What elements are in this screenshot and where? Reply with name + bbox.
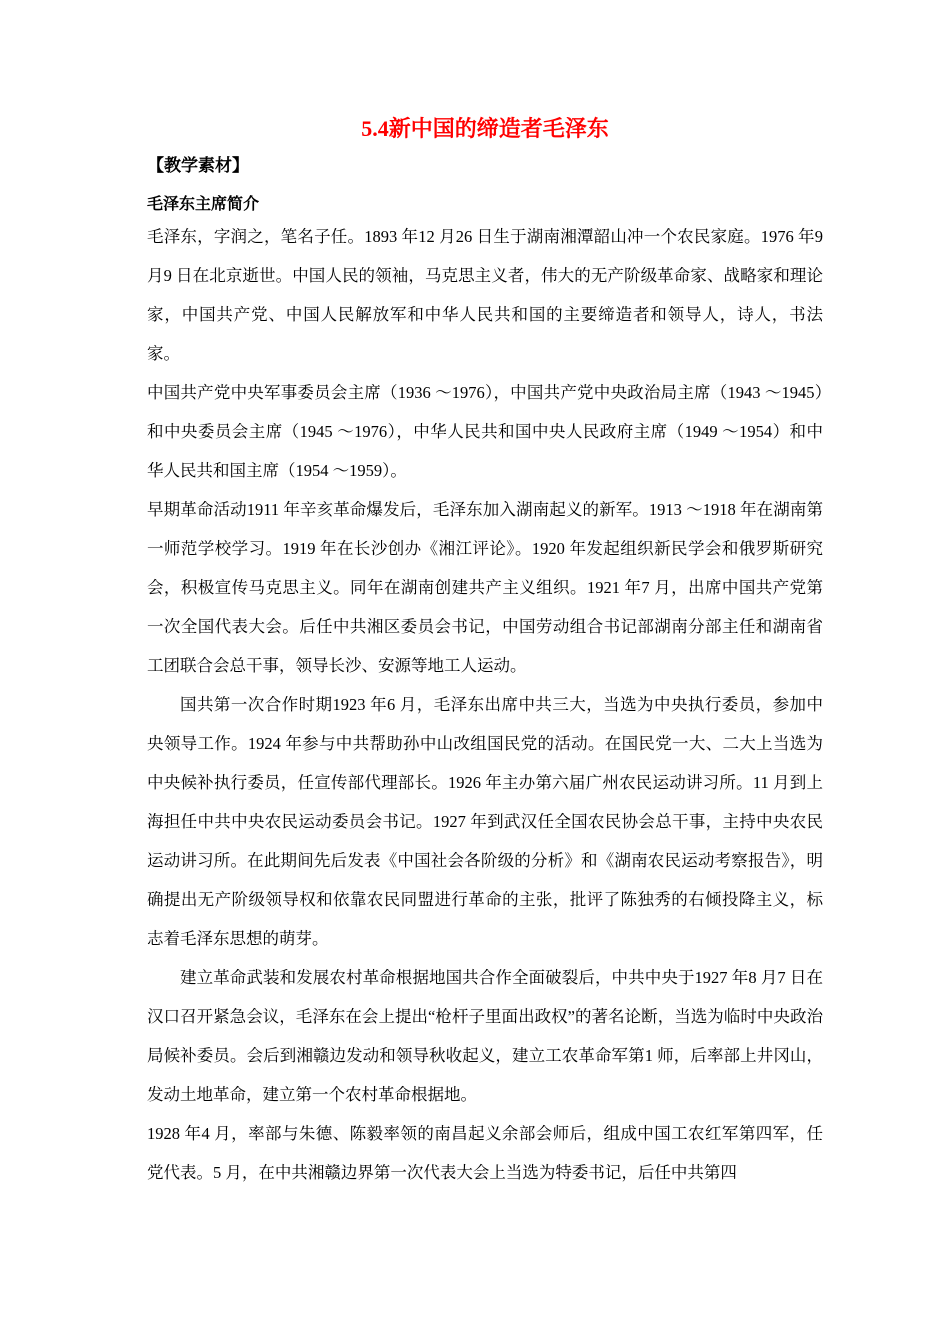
paragraph-early-revolution: 早期革命活动1911 年辛亥革命爆发后，毛泽东加入湖南起义的新军。1913 ～1918 年在湖南第一师范学校学习。1919 年在长沙创办《湘江评论》。1920 年发起组织新民学会和俄罗斯研究会，积极宣传马克思主义。同年在湖南创建共产主义组织。1921 年7 月，出席中国共产党第一次全国代表大会。后任中共湘区委员会书记，中国劳动组合书记部湖南分部主任和湖南省工团联合会总干事，领导长沙、安源等地工人运动。 — [147, 499, 823, 675]
section-heading: 【教学素材】 — [147, 156, 249, 176]
paragraph-1928-red-army: 1928 年4 月，率部与朱德、陈毅率领的南昌起义余部会师后，组成中国工农红军第四军，任党代表。5 月，在中共湘赣边界第一次代表大会上当选为特委书记，后任中共第四 — [147, 1123, 823, 1182]
subsection-heading: 毛泽东主席简介 — [147, 196, 260, 214]
paragraph-armed-forces-rural-bases: 建立革命武装和发展农村革命根据地国共合作全面破裂后，中共中央于1927 年8 月7 日在汉口召开紧急会议，毛泽东在会上提出“枪杆子里面出政权”的著名论断，当选为临时中央政治局候补委员。会后到湘赣边发动和领导秋收起义，建立工农革命军第1 师，后率部上井冈山，发动土地革命，建立第一个农村革命根据地。 — [147, 967, 823, 1104]
document-body — [147, 217, 823, 1192]
paragraph-bio-intro: 毛泽东，字润之，笔名子任。1893 年12 月26 日生于湖南湘潭韶山冲一个农民家庭。1976 年9 月9 日在北京逝世。中国人民的领袖，马克思主义者，伟大的无产阶级革命家、战略家和理论家，中国共产党、中国人民解放军和中华人民共和国的主要缔造者和领导人，诗人，书法家。 — [147, 226, 824, 363]
paragraph-first-kmt-ccp-cooperation: 国共第一次合作时期1923 年6 月，毛泽东出席中共三大，当选为中央执行委员，参加中央领导工作。1924 年参与中共帮助孙中山改组国民党的活动。在国民党一大、二大上当选为中央候补执行委员，任宣传部代理部长。1926 年主办第六届广州农民运动讲习所。11 月到上海担任中共中央农民运动委员会书记。1927 年到武汉任全国农民协会总干事，主持中央农民运动讲习所。在此期间先后发表《中国社会各阶级的分析》和《湖南农民运动考察报告》，明确提出无产阶级领导权和依靠农民同盟进行革命的主张，批评了陈独秀的右倾投降主义，标志着毛泽东思想的萌芽。 — [147, 694, 823, 948]
document-title: 5.4新中国的缔造者毛泽东 — [361, 116, 609, 141]
paragraph-offices-held: 中国共产党中央军事委员会主席（1936 ～1976），中国共产党中央政治局主席（1943 ～1945）和中央委员会主席（1945 ～1976），中华人民共和国中央人民政府主席（1949 ～1954）和中华人民共和国主席（1954 ～1959）。 — [147, 382, 823, 480]
